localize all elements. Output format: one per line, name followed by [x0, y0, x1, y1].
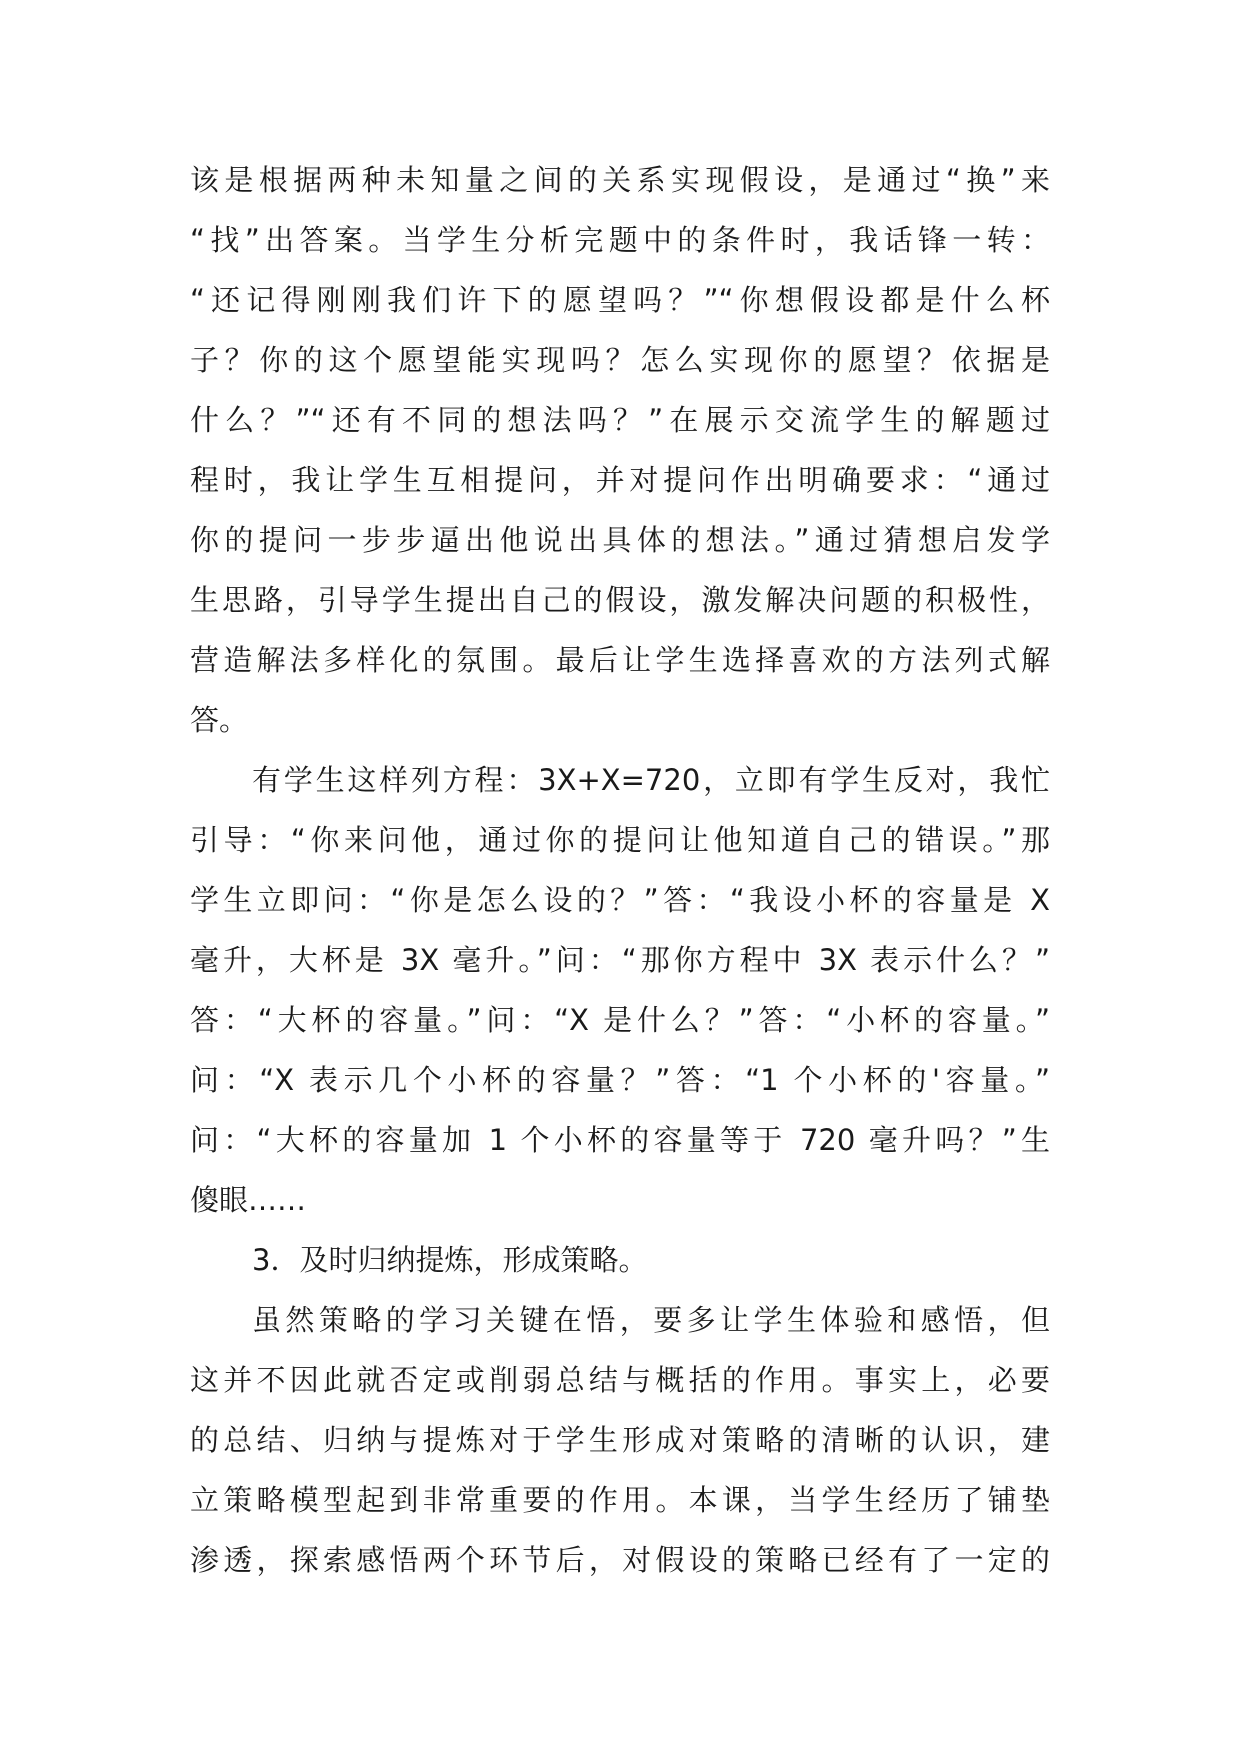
text-line: 渗透，探索感悟两个环节后，对假设的策略已经有了一定的: [190, 1543, 1050, 1577]
text-line: 毫升，大杯是 3X 毫升。”问：“那你方程中 3X 表示什么？”: [190, 943, 1050, 977]
paragraph-first-line: 有学生这样列方程：3X+X=720，立即有学生反对，我忙: [252, 763, 1050, 797]
body-text: [190, 160, 1050, 1600]
text-line: 答：“大杯的容量。”问：“X 是什么？”答：“小杯的容量。”: [190, 1003, 1050, 1037]
text-line: 该是根据两种未知量之间的关系实现假设，是通过“换”来: [190, 163, 1050, 197]
text-line: 子？你的这个愿望能实现吗？怎么实现你的愿望？依据是: [190, 343, 1050, 377]
section-heading: 3．及时归纳提炼，形成策略。: [252, 1243, 648, 1277]
text-line: “还记得刚刚我们许下的愿望吗？”“你想假设都是什么杯: [190, 283, 1050, 317]
text-line: 傻眼……: [190, 1183, 307, 1217]
text-line: 生思路，引导学生提出自己的假设，激发解决问题的积极性，: [190, 583, 1050, 617]
text-line: 程时，我让学生互相提问，并对提问作出明确要求：“通过: [190, 463, 1050, 497]
text-line: “找”出答案。当学生分析完题中的条件时，我话锋一转：: [190, 223, 1050, 257]
text-line: 问：“X 表示几个小杯的容量？”答：“1 个小杯的'容量。”: [190, 1063, 1050, 1097]
text-line: 营造解法多样化的氛围。最后让学生选择喜欢的方法列式解: [190, 643, 1050, 677]
text-line: 答。: [190, 703, 249, 737]
text-line: 学生立即问：“你是怎么设的？”答：“我设小杯的容量是 X: [190, 883, 1050, 917]
text-line: 立策略模型起到非常重要的作用。本课，当学生经历了铺垫: [190, 1483, 1050, 1517]
paragraph-first-line: 虽然策略的学习关键在悟，要多让学生体验和感悟，但: [252, 1303, 1050, 1337]
text-line: 什么？”“还有不同的想法吗？”在展示交流学生的解题过: [190, 403, 1050, 437]
text-line: 引导：“你来问他，通过你的提问让他知道自己的错误。”那: [190, 823, 1050, 857]
text-line: 你的提问一步步逼出他说出具体的想法。”通过猜想启发学: [190, 523, 1050, 557]
text-line: 的总结、归纳与提炼对于学生形成对策略的清晰的认识，建: [190, 1423, 1050, 1457]
text-line: 问：“大杯的容量加 1 个小杯的容量等于 720 毫升吗？”生: [190, 1123, 1050, 1157]
text-line: 这并不因此就否定或削弱总结与概括的作用。事实上，必要: [190, 1363, 1050, 1397]
